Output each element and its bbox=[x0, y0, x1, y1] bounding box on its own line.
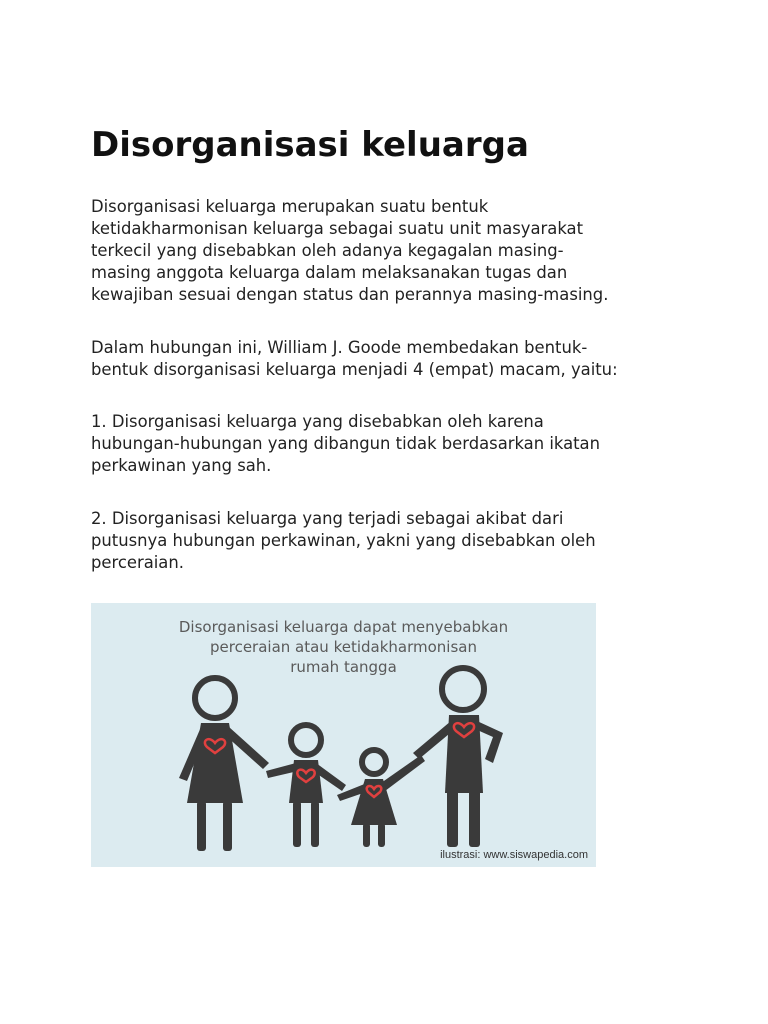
text-line: Dalam hubungan ini, William J. Goode membedakan bentuk- bbox=[91, 338, 588, 357]
text-line: perkawinan yang sah. bbox=[91, 456, 272, 475]
text-line: kewajiban sesuai dengan status dan perannya masing-masing. bbox=[91, 285, 609, 304]
caption-line: Disorganisasi keluarga dapat menyebabkan bbox=[178, 618, 509, 636]
list-item-1 bbox=[91, 411, 651, 477]
caption-line: perceraian atau ketidakharmonisan bbox=[209, 638, 477, 656]
text-line: putusnya hubungan perkawinan, yakni yang disebabkan oleh bbox=[91, 531, 596, 550]
illustration-credit: ilustrasi: www.siswapedia.com bbox=[440, 849, 588, 861]
list-item-2 bbox=[91, 508, 651, 574]
text-line: masing anggota keluarga dalam melaksanakan tugas dan bbox=[91, 263, 568, 282]
family-silhouette-graphic bbox=[91, 603, 596, 867]
paragraph-goode bbox=[91, 337, 651, 381]
family-illustration bbox=[91, 603, 596, 867]
text-line: 1. Disorganisasi keluarga yang disebabkan oleh karena bbox=[91, 412, 544, 431]
small-child-head bbox=[362, 750, 386, 774]
caption-line: rumah tangga bbox=[290, 658, 397, 676]
page-title: Disorganisasi keluarga bbox=[91, 125, 529, 165]
text-line: ketidakharmonisan keluarga sebagai suatu unit masyarakat bbox=[91, 219, 583, 238]
text-line: perceraian. bbox=[91, 553, 184, 572]
text-line: bentuk disorganisasi keluarga menjadi 4 (empat) macam, yaitu: bbox=[91, 360, 618, 379]
text-line: Disorganisasi keluarga merupakan suatu bentuk bbox=[91, 197, 489, 216]
text-line: terkecil yang disebabkan oleh adanya kegagalan masing- bbox=[91, 241, 564, 260]
text-line: 2. Disorganisasi keluarga yang terjadi sebagai akibat dari bbox=[91, 509, 564, 528]
child-head bbox=[291, 725, 321, 755]
text-line: hubungan-hubungan yang dibangun tidak berdasarkan ikatan bbox=[91, 434, 600, 453]
father-head bbox=[442, 668, 484, 710]
mother-head bbox=[195, 678, 235, 718]
paragraph-definition bbox=[91, 196, 651, 306]
